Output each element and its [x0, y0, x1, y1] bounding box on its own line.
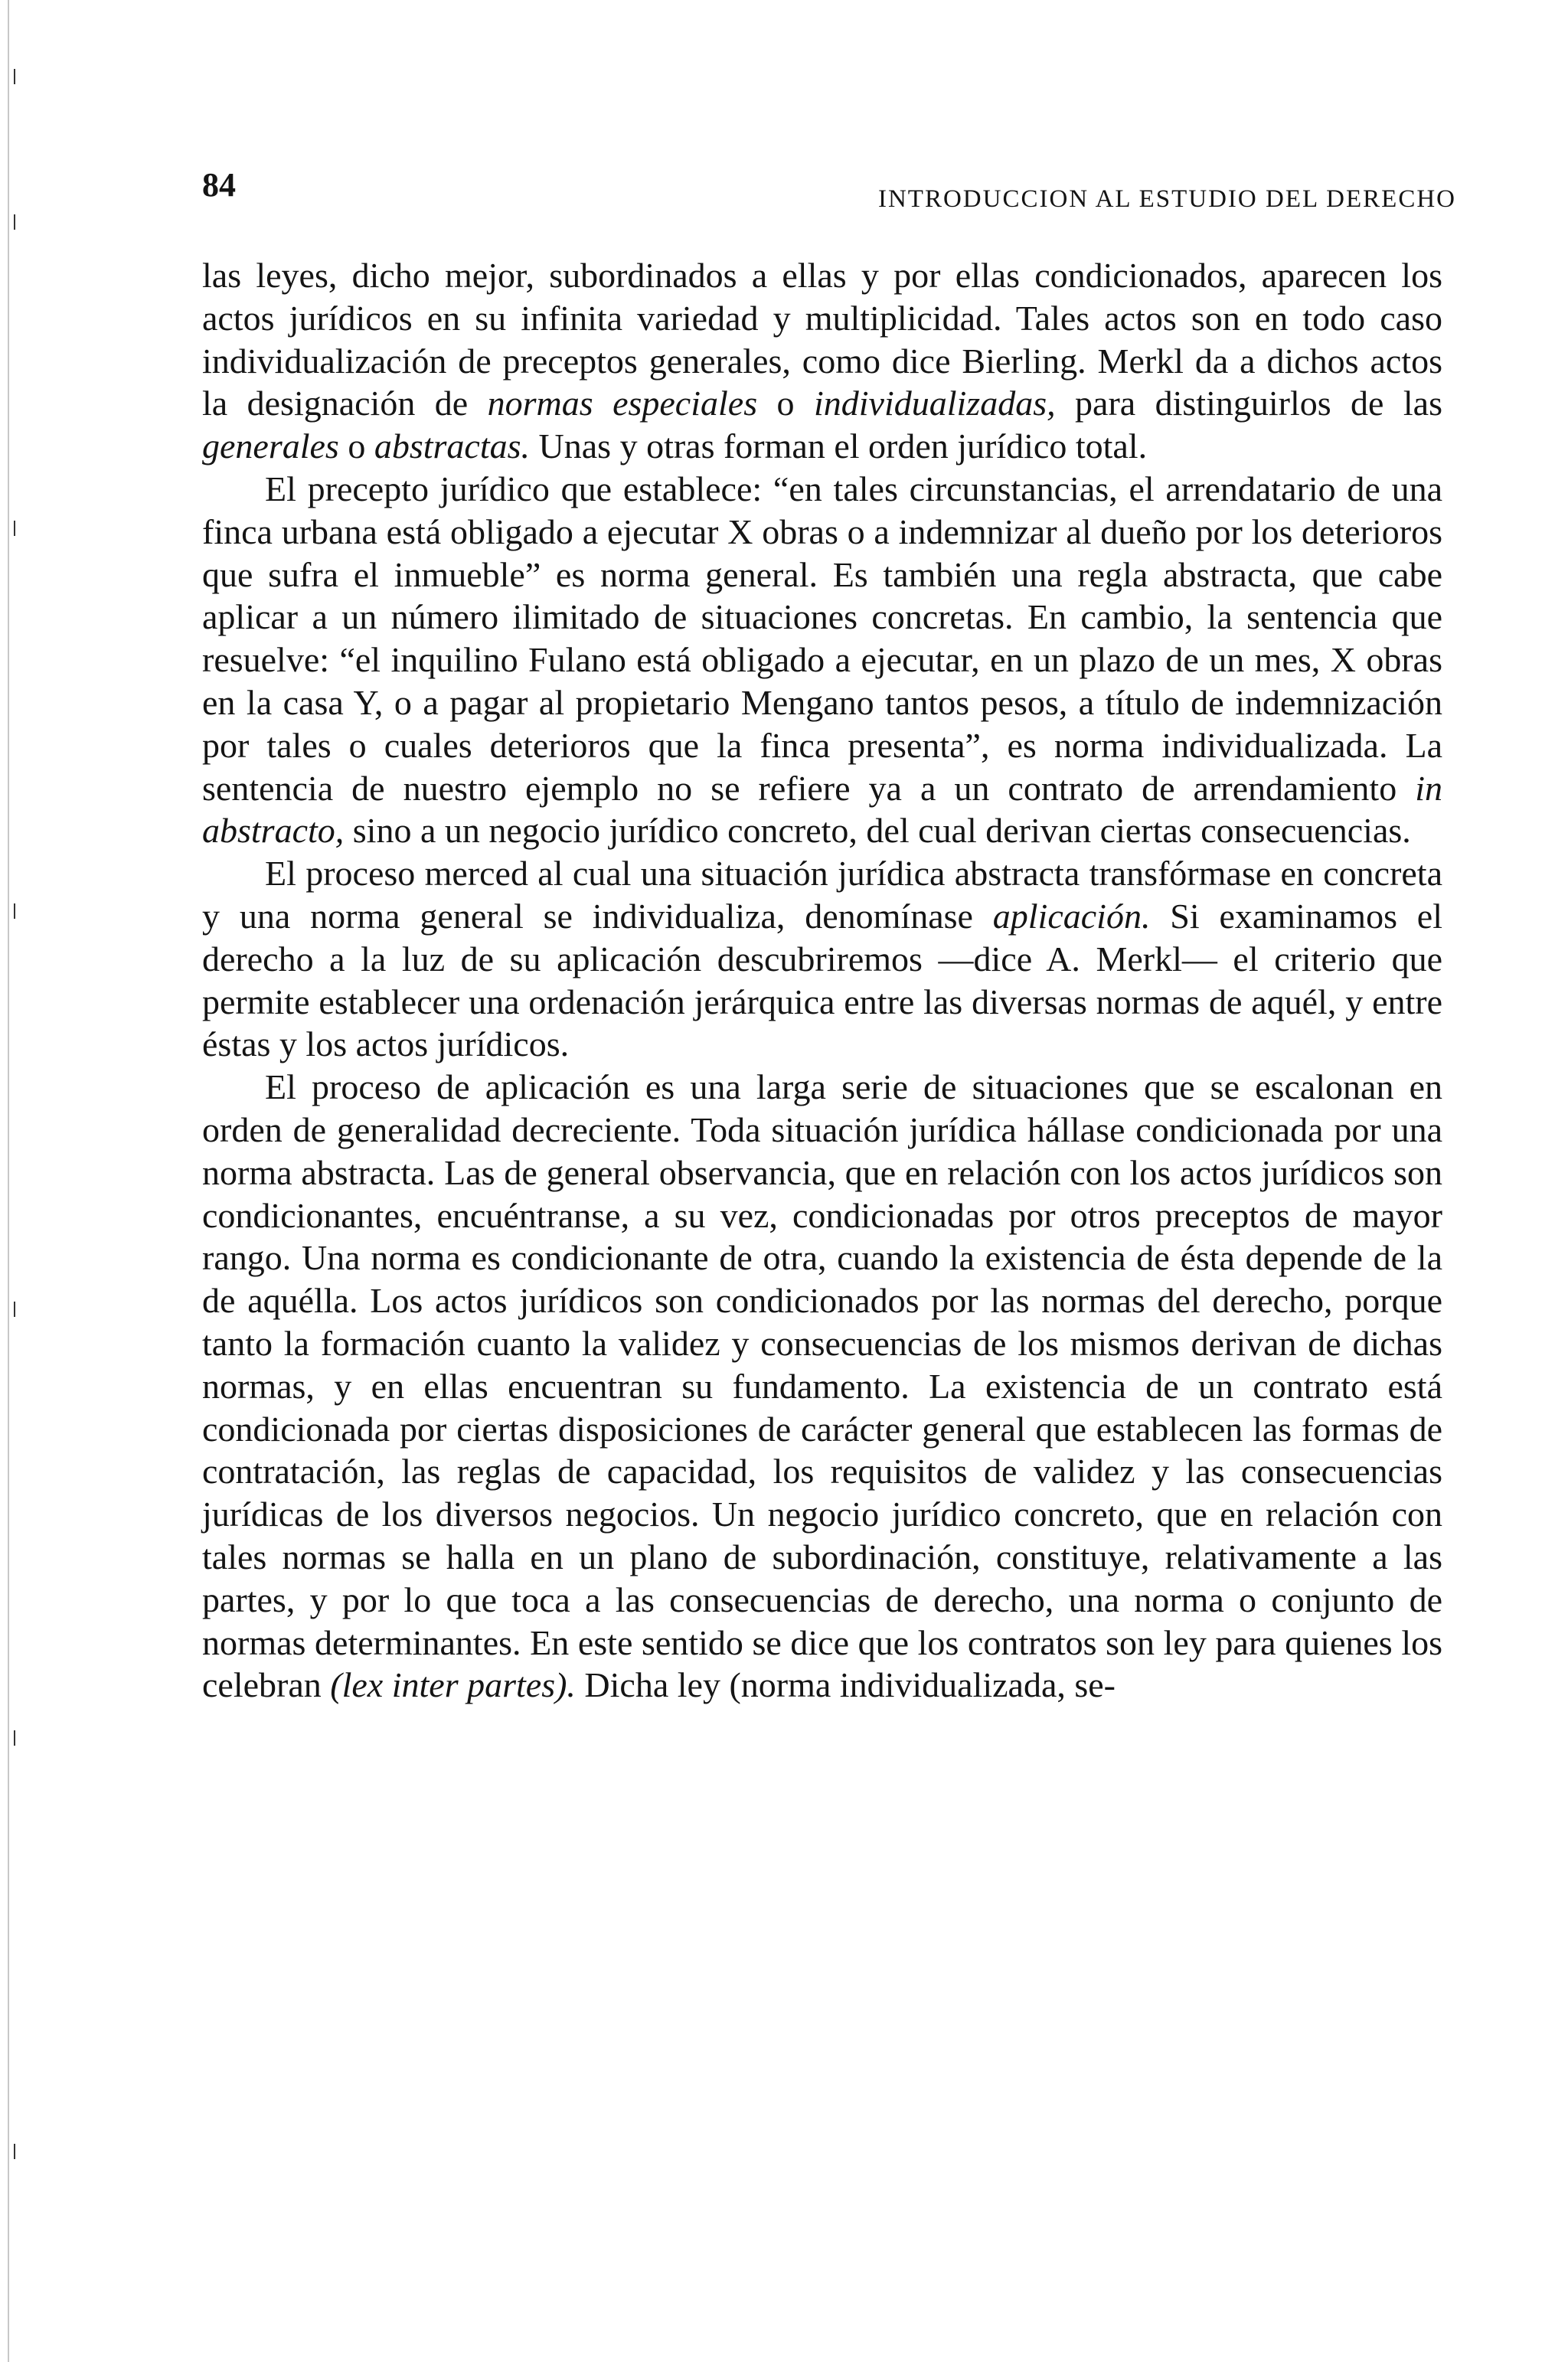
italic-text: aplicación. [992, 896, 1151, 936]
page-header [202, 162, 1456, 213]
body-text [202, 254, 1442, 1707]
scan-margin-line [8, 0, 9, 2362]
text-run: Dicha ley (norma individualizada, se- [575, 1665, 1116, 1705]
scan-margin-mark [14, 521, 15, 536]
text-run: Si examinamos el derecho a la luz de su aplicación descubriremos —dice A. Merkl— el criterio que permite establecer una ordenación jerárquica entre las diversas normas de aquél, y entre éstas y los actos jurídicos. [202, 896, 1442, 1064]
scan-margin-mark [14, 2144, 15, 2159]
text-run: las leyes, dicho mejor, subordinados a ellas y por ellas condicionados, aparecen los actos jurídicos en su infinita variedad y multiplicidad. Tales actos son en todo caso individualización de preceptos generales, como dice Bierling. Merkl da a dichos actos la designación de [202, 256, 1442, 423]
paragraph [202, 1066, 1442, 1707]
text-run: sino a un negocio jurídico concreto, del cual derivan ciertas consecuencias. [344, 811, 1411, 851]
paragraph [202, 254, 1442, 468]
text-run: Unas y otras forman el orden jurídico total. [530, 426, 1148, 466]
running-title: INTRODUCCION AL ESTUDIO DEL DERECHO [877, 185, 1456, 213]
text-run: o [757, 384, 814, 423]
italic-text: individualizadas, [813, 384, 1056, 423]
italic-text: (lex inter partes). [330, 1665, 576, 1705]
text-run: para distinguirlos de las [1055, 384, 1442, 423]
scan-margin-mark [14, 1302, 15, 1317]
scan-margin-mark [14, 1730, 15, 1746]
scan-margin-mark [14, 69, 15, 84]
scan-margin-mark [14, 903, 15, 919]
page-number: 84 [202, 166, 236, 204]
scan-margin-mark [14, 214, 15, 230]
text-run: o [338, 426, 374, 466]
paragraph [202, 852, 1442, 1066]
text-run: El precepto jurídico que establece: “en tales circunstancias, el arrendatario de una finca urbana está obligado a ejecutar X obras o a indemnizar al dueño por los deterioros que sufra el inmueble” es norma general. Es también una regla abstracta, que cabe aplicar a un número ilimitado de situaciones concretas. En cambio, la sentencia que resuelve: “el inquilino Fulano está obligado a ejecutar, en un plazo de un mes, X obras en la casa Y, o a pagar al propietario Mengano tantos pesos, a título de indemnización por tales o cuales deterioros que la finca presenta”, es norma individualizada. La sentencia de nuestro ejemplo no se refiere ya a un contrato de arrendamiento [202, 469, 1442, 808]
italic-text: in abstracto, [202, 768, 1442, 851]
paragraph [202, 468, 1442, 852]
italic-text: generales [202, 426, 339, 466]
text-run: El proceso merced al cual una situación jurídica abstracta transfórmase en concreta y una norma general se individualiza, denomínase [202, 854, 1442, 936]
italic-text: abstractas. [374, 426, 531, 466]
text-run: El proceso de aplicación es una larga serie de situaciones que se escalonan en orden de generalidad decreciente. Toda situación jurídica hállase condicionada por una norma abstracta. Las de general observancia, que en relación con los actos jurídicos son condicionantes, encuéntranse, a su vez, condicionadas por otros preceptos de mayor rango. Una norma es condicionante de otra, cuando la existencia de ésta depende de la de aquélla. Los actos jurídicos son condicionados por las normas del derecho, porque tanto la formación cuanto la validez y consecuencias de los mismos derivan de dichas normas, y en ellas encuentran su fundamento. La existencia de un contrato está condicionada por ciertas disposiciones de carácter general que establecen las formas de contratación, las reglas de capacidad, los requisitos de validez y las consecuencias jurídicas de los diversos negocios. Un negocio jurídico concreto, que en relación con tales normas se halla en un plano de subordinación, constituye, relativamente a las partes, y por lo que toca a las consecuencias de derecho, una norma o conjunto de normas determinantes. En este sentido se dice que los contratos son ley para quienes los celebran [202, 1067, 1442, 1705]
italic-text: normas especiales [487, 384, 758, 423]
